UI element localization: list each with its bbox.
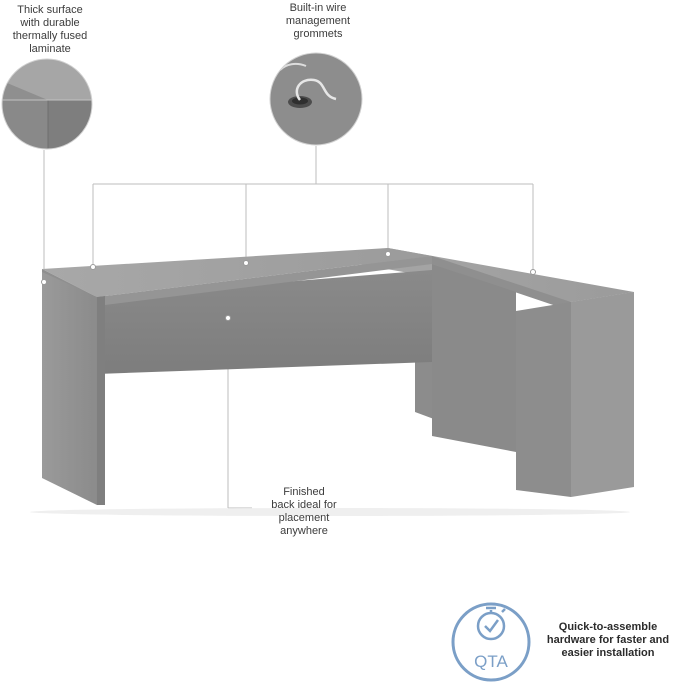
surface-detail-circle	[0, 58, 95, 153]
callout-surface: Thick surface with durable thermally fused laminate	[12, 4, 88, 55]
stopwatch-icon	[478, 608, 505, 639]
callout-finished-back: Finished back ideal for placement anywhere	[271, 486, 337, 537]
callout-qta: Quick-to-assemble hardware for faster and easier installation	[546, 621, 670, 659]
qta-label: QTA	[474, 652, 508, 671]
l-shaped-desk	[30, 248, 634, 516]
grommet-detail-circle	[268, 52, 364, 148]
callout-grommets: Built-in wire management grommets	[285, 2, 351, 40]
qta-badge	[453, 604, 529, 680]
